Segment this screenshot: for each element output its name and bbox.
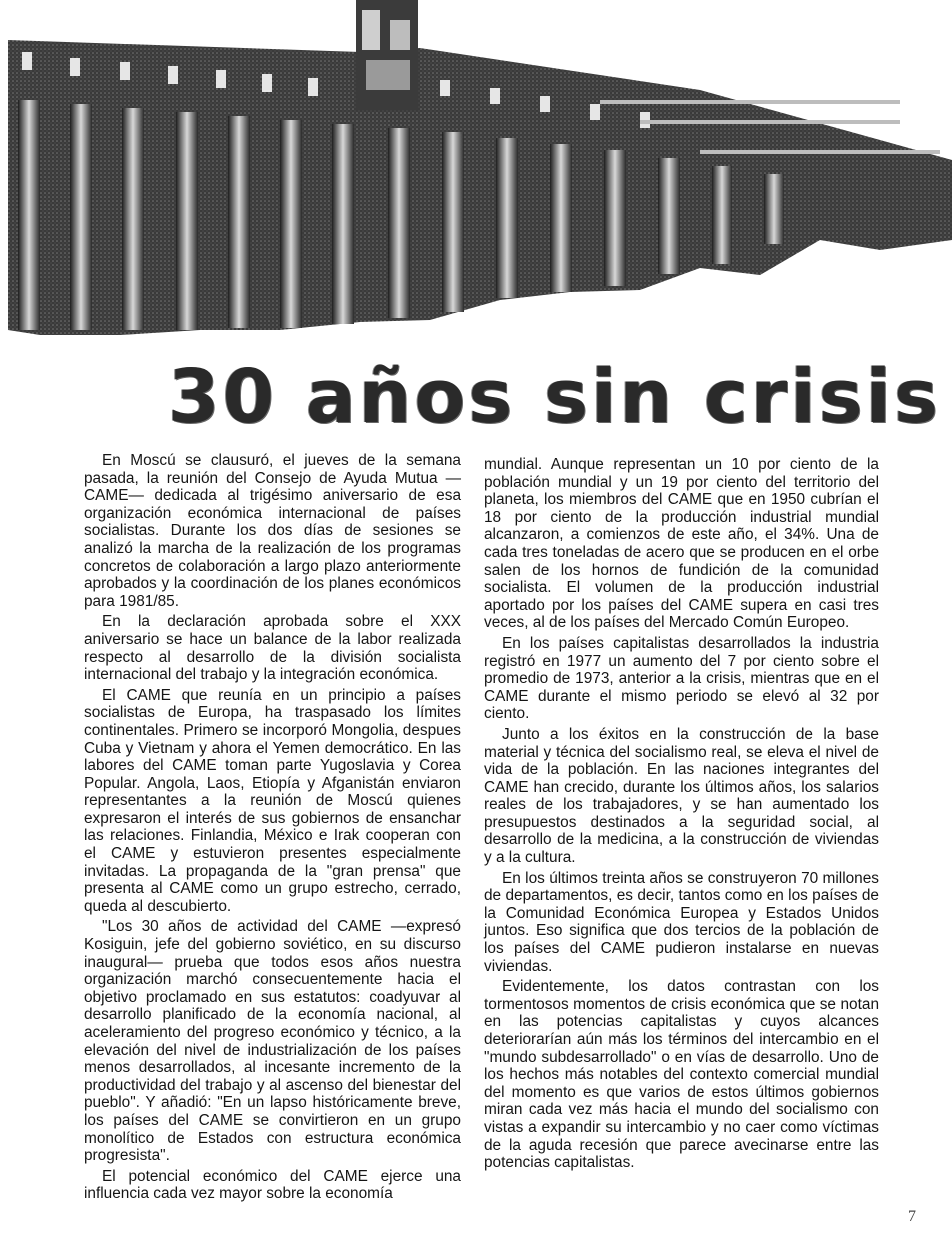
- paragraph: El CAME que reunía en un principio a países socialistas de Europa, ha traspasado los límites continentales. Primero se incorporó Mongolia, despues Cuba y Vietnam y ahora el Yemen democrático. En las labores del CAME toman parte Yugoslavia y Corea Popular. Angola, Laos, Etiopía y Afganistán enviaron representantes a la reunión de Moscú quienes expresaron el interés de sus gobiernos de ensanchar las relaciones. Finlandia, México e Irak cooperan con el CAME y estuvieron presentes especialmente invitadas. La propaganda de la "gran prensa" que presenta al CAME como un grupo estrecho, cerrado, queda al descubierto.: [84, 686, 461, 915]
- paragraph: mundial. Aunque representan un 10 por ciento de la población mundial y un 19 por ciento del territorio del planeta, los miembros del CAME que en 1950 cubrían el 18 por ciento de la producción industrial mundial alcanzaron, a comienzos de este año, el 34%. Una de cada tres toneladas de acero que se producen en el orbe salen de los hornos de fundición de la comunidad socialista. El volumen de la producción industrial aportado por los países del CAME supera en casi tres veces, al de los países del Mercado Común Europeo.: [484, 456, 879, 632]
- paragraph: En los últimos treinta años se construyeron 70 millones de departamentos, es decir, tantos como en los países de la Comunidad Económica Europea y Estados Unidos juntos. Eso significa que dos tercios de la población de los países del CAME pudieron instalarse en nuevas viviendas.: [484, 869, 879, 975]
- left-column: [84, 452, 461, 1206]
- paragraph: Evidentemente, los datos contrastan con los tormentosos momentos de crisis económica que se notan en las potencias capitalistas y cuyos alcances deteriorarían aún más los términos del intercambio en el "mundo subdesarrollado" o en vías de desarrollo. Uno de los hechos más notables del contexto comercial mundial del momento es que varios de estos últimos gobiernos miran cada vez más hacia el mundo del socialismo con vistas a expandir su intercambio y no caer como víctimas de la aguda recesión que parece avecinarse entre las potencias capitalistas.: [484, 978, 879, 1172]
- page-edge-mark: 7: [908, 1208, 916, 1225]
- paragraph: El potencial económico del CAME ejerce una influencia cada vez mayor sobre la economía: [84, 1167, 461, 1203]
- dam-photo: [0, 0, 952, 345]
- paragraph: En los países capitalistas desarrollados la industria registró en 1977 un aumento del 7 por ciento sobre el promedio de 1973, anterior a la crisis, mientras que en el CAME durante el mismo periodo se elevó al 32 por ciento.: [484, 634, 879, 723]
- right-column: [484, 456, 879, 1175]
- paragraph: En la declaración aprobada sobre el XXX aniversario se hace un balance de la labor realizada respecto al desarrollo de la división socialista internacional del trabajo y la integración económica.: [84, 613, 461, 684]
- paragraph: Junto a los éxitos en la construcción de la base material y técnica del socialismo real, se eleva el nivel de vida de la población. En las naciones integrantes del CAME han crecido, durante los últimos años, los salarios reales de los trabajadores, y se han aumentado los presupuestos destinados a la seguridad social, al desarrollo de la medicina, a la construcción de viviendas y a la cultura.: [484, 725, 879, 867]
- paragraph: En Moscú se clausuró, el jueves de la semana pasada, la reunión del Consejo de Ayuda Mutua —CAME— dedicada al trigésimo aniversario de esa organización económica internacional de países socialistas. Durante los dos días de sesiones se analizó la marcha de la realización de los programas concretos de colaboración a largo plazo anteriormente aprobados y la coordinación de los planes económicos para 1981/85.: [84, 452, 461, 610]
- article-headline: 30 años sin crisis: [168, 354, 942, 440]
- paragraph: "Los 30 años de actividad del CAME —expresó Kosiguin, jefe del gobierno soviético, en su discurso inaugural— prueba que todos esos años nuestra organización marchó consecuentemente hacia el objetivo proclamado en sus estatutos: coadyuvar al desarrollo planificado de la economía nacional, al aceleramiento del progreso económico y técnico, a la elevación del nivel de industrialización de los países menos desarrollados, al incesante incremento de la productividad del trabajo y al ascenso del bienestar del pueblo". Y añadió: "En un lapso históricamente breve, los países del CAME se convirtieron en un grupo monolítico de Estados con estructura económica progresista".: [84, 918, 461, 1165]
